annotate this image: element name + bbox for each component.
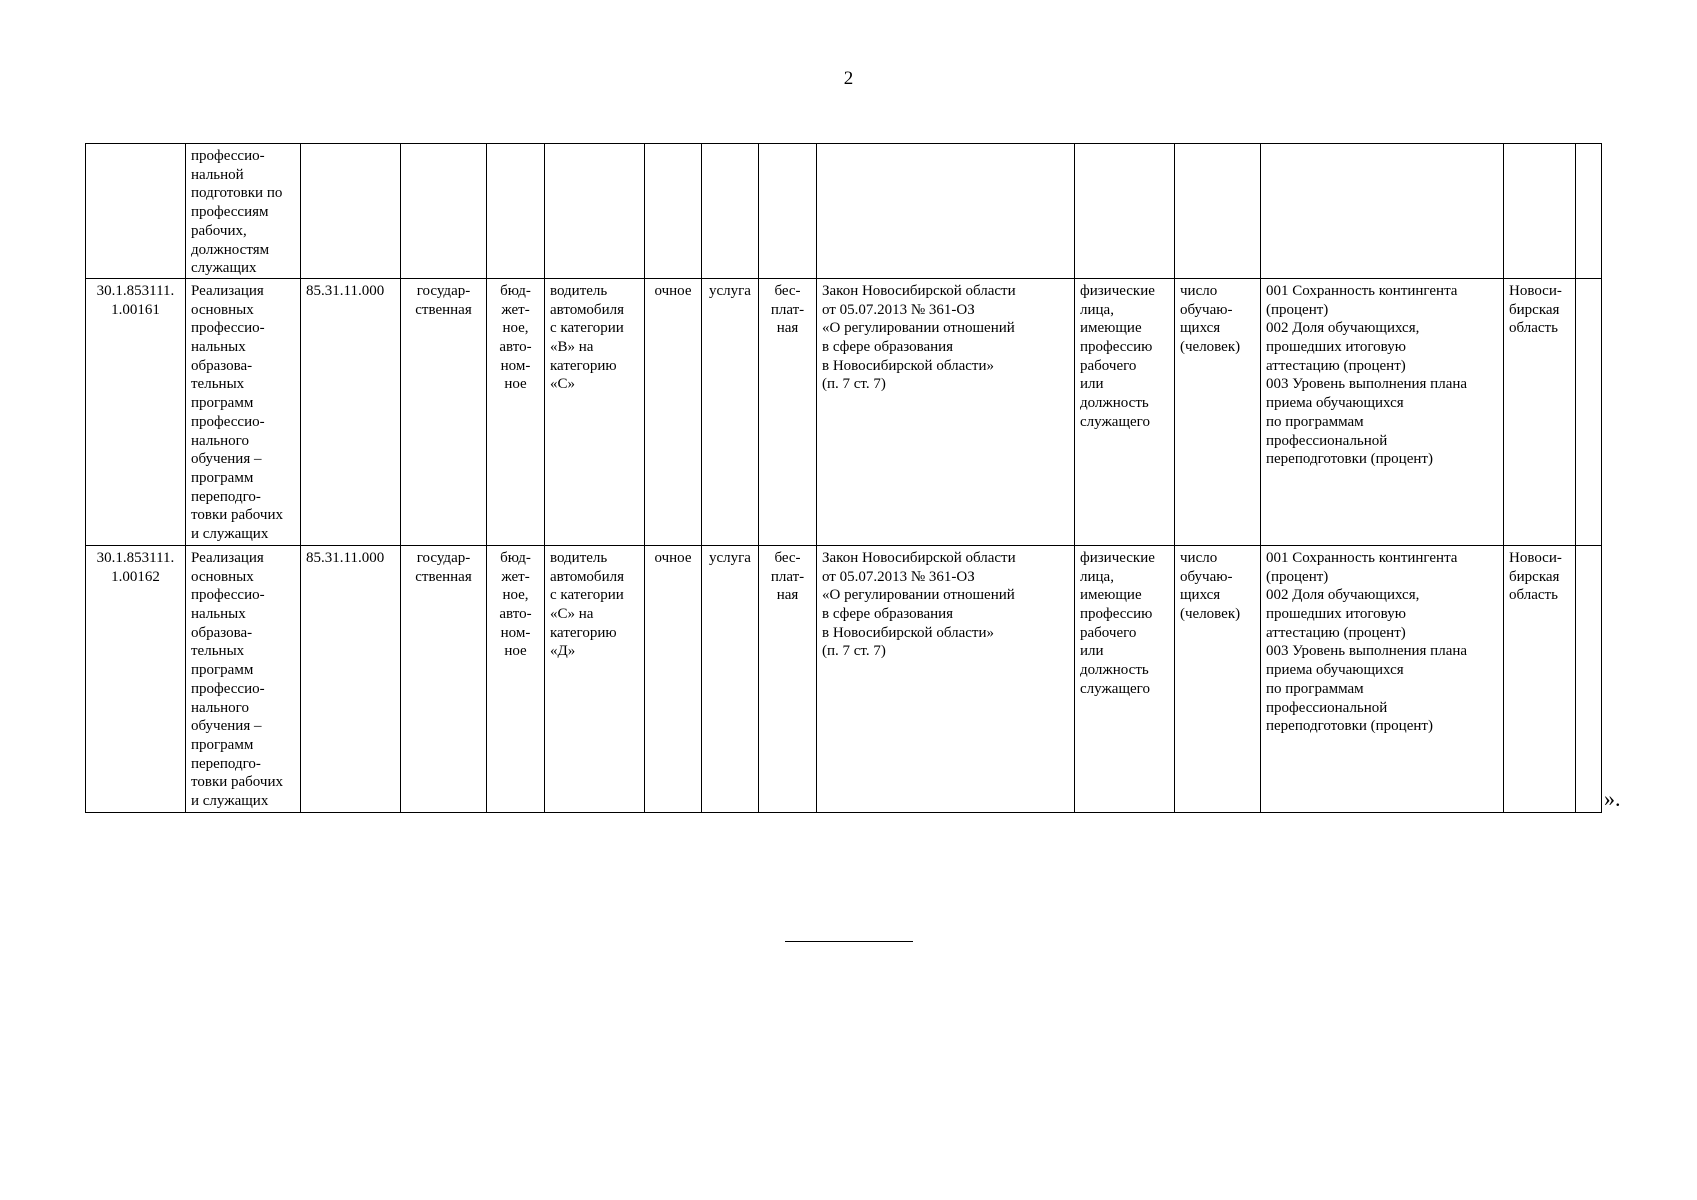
cell-volume: число обучаю- щихся (человек) — [1175, 278, 1261, 545]
cell-consumers — [1075, 144, 1175, 279]
cell-region: Новоси- бирская область — [1504, 545, 1576, 812]
cell-form — [645, 144, 702, 279]
cell-kind — [702, 144, 759, 279]
page-number: 2 — [843, 68, 854, 89]
cell-payment: бес- плат- ная — [759, 545, 817, 812]
cell-institution: бюд- жет- ное, авто- ном- ное — [487, 545, 545, 812]
cell-quality: 001 Сохранность контингента (процент) 002 Доля обучающихся, прошедших итоговую аттестацию (процент) 003 Уровень выполнения плана приема обучающихся по программам профессиональной переподготовки (процент) — [1261, 278, 1504, 545]
table-row-continued — [86, 144, 1602, 279]
table-row — [86, 278, 1602, 545]
services-table — [85, 143, 1602, 813]
cell-name: Реализация основных профессио- нальных образова- тельных программ профессио- нального обучения – программ переподго- товки рабочих и служащих — [186, 545, 301, 812]
cell-name: профессио- нальной подготовки по профессиям рабочих, должностям служащих — [186, 144, 301, 279]
cell-quality: 001 Сохранность контингента (процент) 002 Доля обучающихся, прошедших итоговую аттестацию (процент) 003 Уровень выполнения плана приема обучающихся по программам профессиональной переподготовки (процент) — [1261, 545, 1504, 812]
cell-extra — [1576, 278, 1602, 545]
closing-quote: ». — [1604, 786, 1621, 811]
cell-kind: услуга — [702, 545, 759, 812]
cell-institution: бюд- жет- ное, авто- ном- ное — [487, 278, 545, 545]
cell-region — [1504, 144, 1576, 279]
cell-volume: число обучаю- щихся (человек) — [1175, 545, 1261, 812]
cell-volume — [1175, 144, 1261, 279]
cell-region: Новоси- бирская область — [1504, 278, 1576, 545]
cell-form: очное — [645, 545, 702, 812]
cell-consumers: физические лица, имеющие профессию рабочего или должность служащего — [1075, 545, 1175, 812]
cell-code: 30.1.853111. 1.00161 — [86, 278, 186, 545]
cell-payment: бес- плат- ная — [759, 278, 817, 545]
cell-institution — [487, 144, 545, 279]
cell-okved — [301, 144, 401, 279]
cell-consumers: физические лица, имеющие профессию рабочего или должность служащего — [1075, 278, 1175, 545]
cell-content: водитель автомобиля с категории «С» на категорию «Д» — [545, 545, 645, 812]
cell-form: очное — [645, 278, 702, 545]
cell-code: 30.1.853111. 1.00162 — [86, 545, 186, 812]
cell-content — [545, 144, 645, 279]
cell-okved: 85.31.11.000 — [301, 545, 401, 812]
cell-type: государ- ственная — [401, 278, 487, 545]
cell-type — [401, 144, 487, 279]
cell-name: Реализация основных профессио- нальных образова- тельных программ профессио- нального обучения – программ переподго- товки рабочих и служащих — [186, 278, 301, 545]
cell-code — [86, 144, 186, 279]
cell-law: Закон Новосибирской области от 05.07.2013 № 361-ОЗ «О регулировании отношений в сфере образования в Новосибирской области» (п. 7 ст. 7) — [817, 545, 1075, 812]
cell-kind: услуга — [702, 278, 759, 545]
cell-type: государ- ственная — [401, 545, 487, 812]
table-row — [86, 545, 1602, 812]
cell-law: Закон Новосибирской области от 05.07.2013 № 361-ОЗ «О регулировании отношений в сфере образования в Новосибирской области» (п. 7 ст. 7) — [817, 278, 1075, 545]
cell-extra — [1576, 545, 1602, 812]
cell-law — [817, 144, 1075, 279]
cell-quality — [1261, 144, 1504, 279]
cell-content: водитель автомобиля с категории «В» на категорию «С» — [545, 278, 645, 545]
cell-extra — [1576, 144, 1602, 279]
footer-divider — [785, 941, 913, 942]
cell-okved: 85.31.11.000 — [301, 278, 401, 545]
cell-payment — [759, 144, 817, 279]
